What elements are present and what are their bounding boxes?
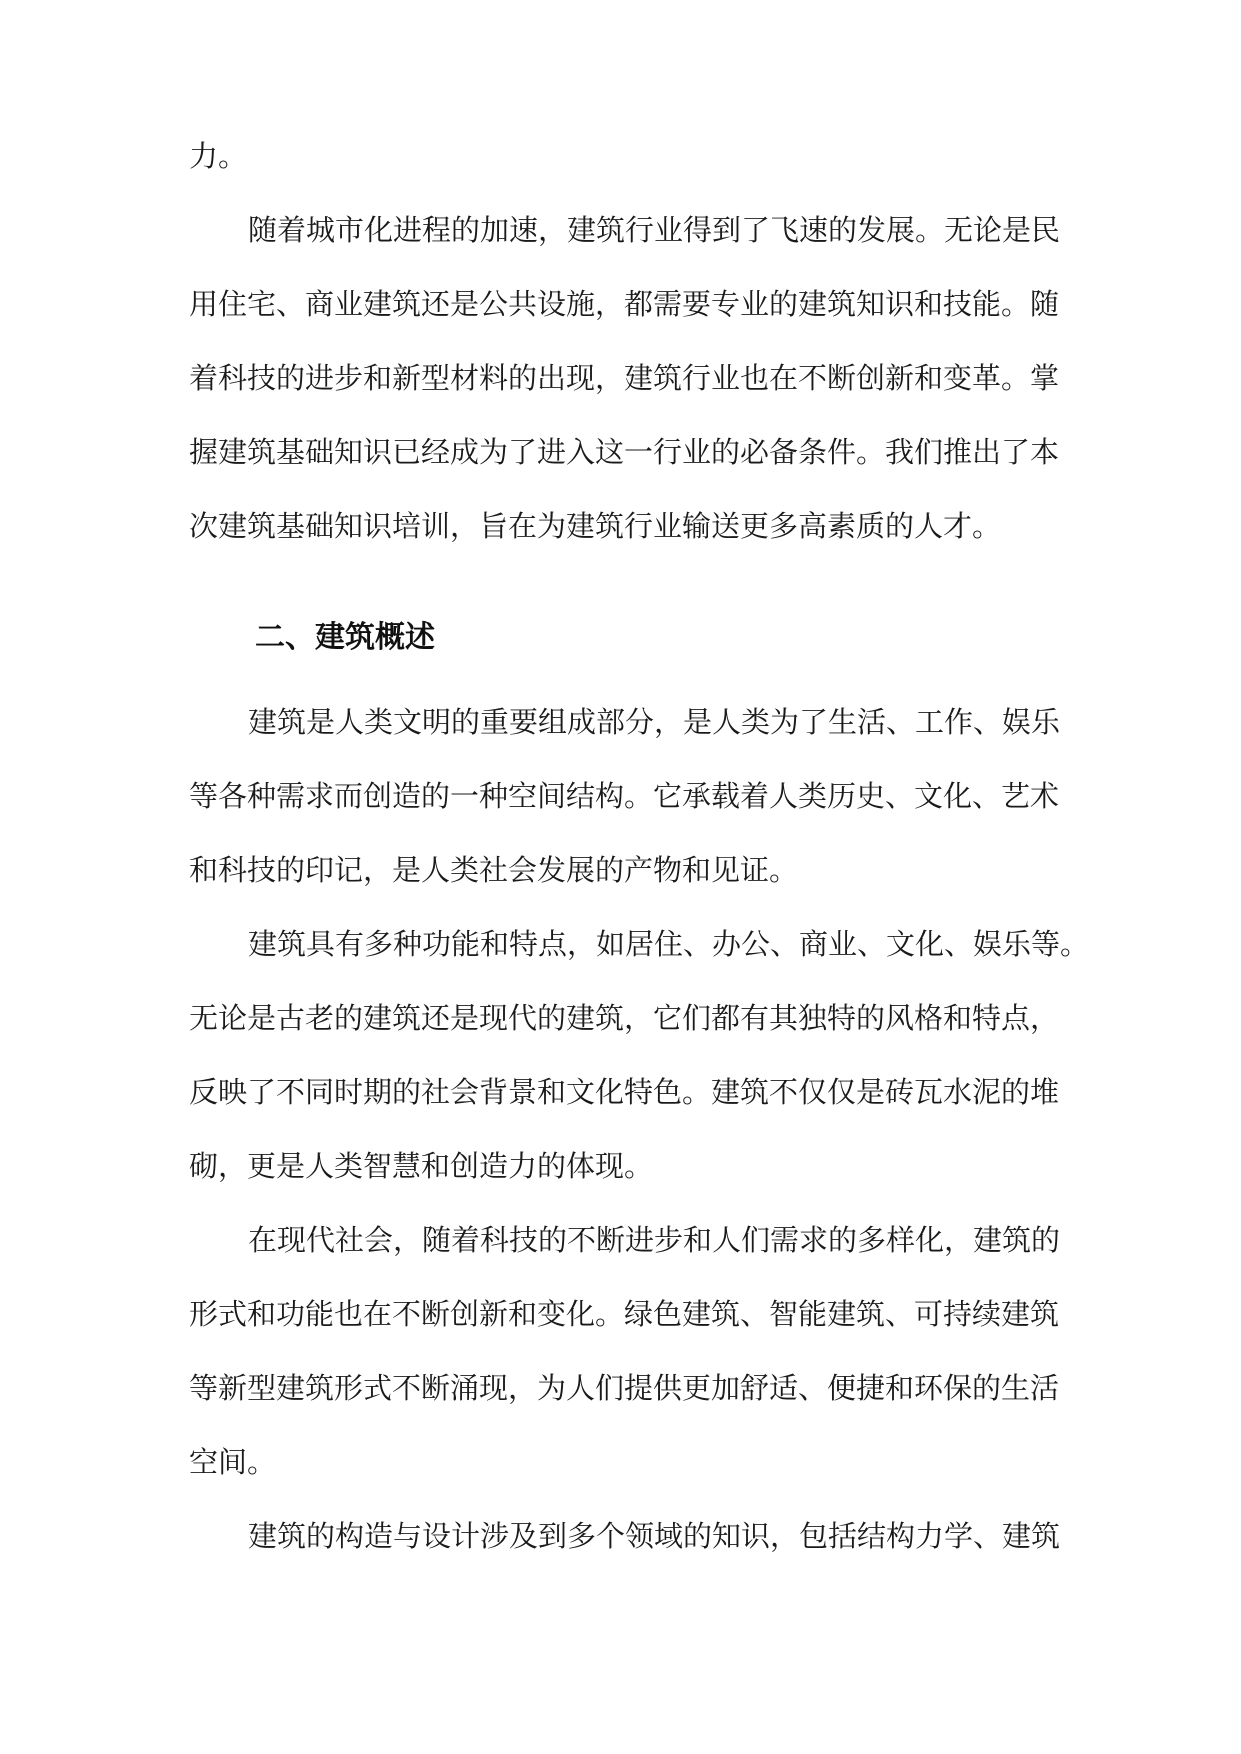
text-line: 空间。 xyxy=(189,1445,277,1479)
text-line: 力。 xyxy=(189,139,248,173)
paragraph-first-line: 随着城市化进程的加速，建筑行业得到了飞速的发展。无论是民 xyxy=(248,213,1061,247)
text-line: 无论是古老的建筑还是现代的建筑，它们都有其独特的风格和特点， xyxy=(189,1001,1060,1035)
text-line: 形式和功能也在不断创新和变化。绿色建筑、智能建筑、可持续建筑 xyxy=(189,1297,1060,1331)
text-line: 次建筑基础知识培训，旨在为建筑行业输送更多高素质的人才。 xyxy=(189,509,1002,543)
text-line: 用住宅、商业建筑还是公共设施，都需要专业的建筑知识和技能。随 xyxy=(189,287,1060,321)
text-line: 反映了不同时期的社会背景和文化特色。建筑不仅仅是砖瓦水泥的堆 xyxy=(189,1075,1060,1109)
text-line: 砌，更是人类智慧和创造力的体现。 xyxy=(189,1149,654,1183)
section-heading: 二、建筑概述 xyxy=(255,620,435,655)
paragraph-first-line: 建筑的构造与设计涉及到多个领域的知识，包括结构力学、建筑 xyxy=(248,1519,1061,1553)
text-line: 握建筑基础知识已经成为了进入这一行业的必备条件。我们推出了本 xyxy=(189,435,1060,469)
paragraph-first-line: 在现代社会，随着科技的不断进步和人们需求的多样化，建筑的 xyxy=(248,1223,1061,1257)
text-line: 等新型建筑形式不断涌现，为人们提供更加舒适、便捷和环保的生活 xyxy=(189,1371,1060,1405)
paragraph-first-line: 建筑具有多种功能和特点，如居住、办公、商业、文化、娱乐等。 xyxy=(248,927,1090,961)
paragraph-first-line: 建筑是人类文明的重要组成部分，是人类为了生活、工作、娱乐 xyxy=(248,705,1061,739)
text-line: 着科技的进步和新型材料的出现，建筑行业也在不断创新和变革。掌 xyxy=(189,361,1060,395)
text-line: 和科技的印记，是人类社会发展的产物和见证。 xyxy=(189,853,799,887)
text-line: 等各种需求而创造的一种空间结构。它承载着人类历史、文化、艺术 xyxy=(189,779,1060,813)
